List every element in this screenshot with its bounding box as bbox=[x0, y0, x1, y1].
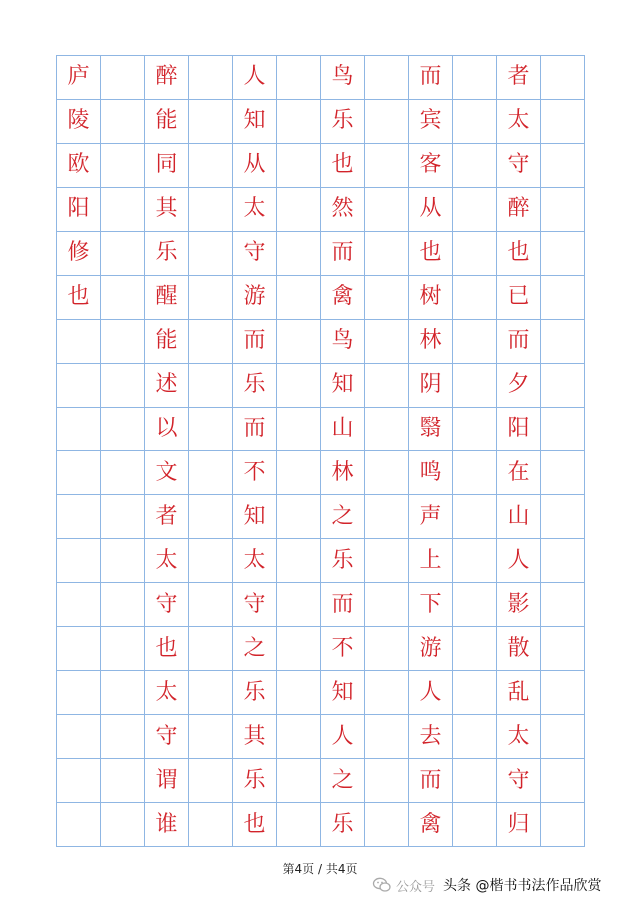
grid-cell bbox=[453, 715, 497, 759]
grid-cell bbox=[277, 451, 321, 495]
grid-cell bbox=[365, 232, 409, 276]
grid-cell: 而 bbox=[409, 759, 453, 803]
grid-cell: 之 bbox=[321, 759, 365, 803]
grid-cell: 客 bbox=[409, 144, 453, 188]
grid-cell bbox=[541, 803, 585, 847]
grid-cell bbox=[189, 408, 233, 452]
grid-cell: 而 bbox=[321, 232, 365, 276]
grid-cell bbox=[189, 803, 233, 847]
grid-cell: 知 bbox=[321, 364, 365, 408]
grid-cell bbox=[541, 56, 585, 100]
grid-cell: 知 bbox=[321, 671, 365, 715]
grid-cell: 乐 bbox=[233, 364, 277, 408]
grid-cell: 能 bbox=[145, 100, 189, 144]
grid-cell: 之 bbox=[321, 495, 365, 539]
grid-cell: 林 bbox=[321, 451, 365, 495]
grid-cell: 在 bbox=[497, 451, 541, 495]
grid-cell bbox=[365, 144, 409, 188]
grid-cell: 而 bbox=[409, 56, 453, 100]
grid-cell: 而 bbox=[321, 583, 365, 627]
grid-cell bbox=[541, 364, 585, 408]
grid-cell bbox=[541, 451, 585, 495]
grid-cell bbox=[453, 188, 497, 232]
grid-cell bbox=[365, 320, 409, 364]
grid-cell: 去 bbox=[409, 715, 453, 759]
grid-cell bbox=[365, 100, 409, 144]
grid-cell bbox=[365, 627, 409, 671]
grid-cell bbox=[101, 583, 145, 627]
grid-cell bbox=[453, 539, 497, 583]
grid-cell bbox=[101, 144, 145, 188]
grid-cell bbox=[365, 715, 409, 759]
grid-cell: 夕 bbox=[497, 364, 541, 408]
grid-cell bbox=[541, 759, 585, 803]
grid-cell: 乐 bbox=[321, 803, 365, 847]
grid-cell: 鸟 bbox=[321, 320, 365, 364]
grid-cell: 阳 bbox=[57, 188, 101, 232]
watermark bbox=[372, 873, 601, 897]
grid-cell bbox=[101, 671, 145, 715]
grid-cell: 散 bbox=[497, 627, 541, 671]
grid-cell bbox=[189, 583, 233, 627]
grid-cell bbox=[101, 451, 145, 495]
grid-cell bbox=[365, 451, 409, 495]
grid-cell: 能 bbox=[145, 320, 189, 364]
grid-cell bbox=[189, 188, 233, 232]
grid-cell bbox=[189, 232, 233, 276]
grid-cell bbox=[57, 583, 101, 627]
grid-cell bbox=[453, 671, 497, 715]
grid-cell: 已 bbox=[497, 276, 541, 320]
grid-cell bbox=[101, 715, 145, 759]
grid-cell: 人 bbox=[321, 715, 365, 759]
grid-cell bbox=[541, 583, 585, 627]
grid-cell bbox=[541, 144, 585, 188]
grid-cell: 然 bbox=[321, 188, 365, 232]
grid-cell: 乐 bbox=[321, 539, 365, 583]
grid-cell bbox=[277, 803, 321, 847]
grid-cell bbox=[189, 627, 233, 671]
grid-cell: 翳 bbox=[409, 408, 453, 452]
grid-cell bbox=[453, 56, 497, 100]
grid-cell: 人 bbox=[233, 56, 277, 100]
grid-cell bbox=[277, 759, 321, 803]
grid-cell bbox=[365, 276, 409, 320]
grid-cell: 游 bbox=[409, 627, 453, 671]
grid-cell bbox=[541, 320, 585, 364]
grid-cell: 醒 bbox=[145, 276, 189, 320]
grid-cell bbox=[453, 232, 497, 276]
grid-cell bbox=[365, 671, 409, 715]
grid-cell bbox=[101, 539, 145, 583]
grid-cell: 山 bbox=[497, 495, 541, 539]
grid-cell: 而 bbox=[497, 320, 541, 364]
character-grid bbox=[56, 55, 585, 847]
grid-cell bbox=[189, 759, 233, 803]
grid-cell bbox=[541, 627, 585, 671]
grid-cell: 也 bbox=[409, 232, 453, 276]
grid-cell: 以 bbox=[145, 408, 189, 452]
grid-cell: 谁 bbox=[145, 803, 189, 847]
grid-cell: 守 bbox=[233, 583, 277, 627]
grid-cell: 守 bbox=[497, 144, 541, 188]
grid-cell bbox=[453, 495, 497, 539]
grid-cell bbox=[277, 408, 321, 452]
grid-cell: 欧 bbox=[57, 144, 101, 188]
grid-cell: 之 bbox=[233, 627, 277, 671]
grid-cell: 也 bbox=[233, 803, 277, 847]
grid-cell bbox=[277, 627, 321, 671]
grid-cell: 谓 bbox=[145, 759, 189, 803]
grid-cell bbox=[453, 364, 497, 408]
grid-cell: 不 bbox=[321, 627, 365, 671]
grid-cell: 归 bbox=[497, 803, 541, 847]
grid-cell bbox=[189, 451, 233, 495]
grid-cell: 者 bbox=[497, 56, 541, 100]
grid-cell bbox=[277, 276, 321, 320]
wechat-icon bbox=[372, 875, 392, 895]
grid-cell bbox=[189, 671, 233, 715]
grid-cell: 知 bbox=[233, 495, 277, 539]
grid-cell bbox=[541, 495, 585, 539]
grid-cell bbox=[189, 364, 233, 408]
grid-cell bbox=[189, 100, 233, 144]
grid-cell: 阳 bbox=[497, 408, 541, 452]
grid-cell: 乐 bbox=[233, 759, 277, 803]
grid-cell: 影 bbox=[497, 583, 541, 627]
grid-cell: 也 bbox=[57, 276, 101, 320]
grid-cell bbox=[101, 408, 145, 452]
grid-cell bbox=[57, 451, 101, 495]
grid-cell bbox=[57, 627, 101, 671]
grid-cell bbox=[277, 583, 321, 627]
grid-cell: 人 bbox=[497, 539, 541, 583]
grid-cell: 太 bbox=[233, 539, 277, 583]
grid-cell bbox=[57, 803, 101, 847]
grid-cell bbox=[57, 715, 101, 759]
grid-cell bbox=[365, 495, 409, 539]
grid-cell bbox=[277, 671, 321, 715]
grid-cell: 陵 bbox=[57, 100, 101, 144]
grid-cell bbox=[57, 495, 101, 539]
grid-cell bbox=[101, 803, 145, 847]
grid-cell bbox=[101, 627, 145, 671]
grid-cell bbox=[453, 408, 497, 452]
grid-cell bbox=[453, 320, 497, 364]
grid-cell bbox=[101, 100, 145, 144]
grid-cell bbox=[365, 539, 409, 583]
grid-cell bbox=[57, 320, 101, 364]
grid-cell: 声 bbox=[409, 495, 453, 539]
grid-cell bbox=[365, 188, 409, 232]
grid-cell bbox=[57, 408, 101, 452]
grid-cell: 知 bbox=[233, 100, 277, 144]
grid-cell bbox=[541, 232, 585, 276]
grid-cell: 也 bbox=[321, 144, 365, 188]
grid-cell bbox=[365, 759, 409, 803]
grid-cell: 守 bbox=[145, 715, 189, 759]
grid-cell bbox=[101, 188, 145, 232]
grid-cell: 太 bbox=[145, 539, 189, 583]
grid-cell: 守 bbox=[233, 232, 277, 276]
grid-cell: 同 bbox=[145, 144, 189, 188]
grid-cell bbox=[189, 320, 233, 364]
grid-cell: 守 bbox=[145, 583, 189, 627]
grid-cell bbox=[277, 144, 321, 188]
grid-cell bbox=[453, 759, 497, 803]
grid-cell bbox=[101, 56, 145, 100]
grid-cell bbox=[277, 495, 321, 539]
grid-cell: 也 bbox=[497, 232, 541, 276]
grid-cell bbox=[57, 539, 101, 583]
grid-cell: 其 bbox=[233, 715, 277, 759]
grid-cell: 宾 bbox=[409, 100, 453, 144]
grid-cell: 述 bbox=[145, 364, 189, 408]
grid-cell bbox=[365, 56, 409, 100]
grid-cell bbox=[453, 276, 497, 320]
page-number: 第4页 / 共4页 bbox=[282, 862, 358, 876]
grid-cell bbox=[365, 803, 409, 847]
grid-cell bbox=[365, 583, 409, 627]
grid-cell bbox=[453, 144, 497, 188]
grid-cell: 鸟 bbox=[321, 56, 365, 100]
grid-cell bbox=[189, 56, 233, 100]
grid-cell: 人 bbox=[409, 671, 453, 715]
grid-cell: 也 bbox=[145, 627, 189, 671]
grid-cell bbox=[101, 276, 145, 320]
grid-cell bbox=[453, 627, 497, 671]
grid-cell: 山 bbox=[321, 408, 365, 452]
grid-cell bbox=[189, 495, 233, 539]
grid-cell bbox=[277, 320, 321, 364]
grid-cell: 上 bbox=[409, 539, 453, 583]
grid-cell: 而 bbox=[233, 320, 277, 364]
grid-cell: 守 bbox=[497, 759, 541, 803]
grid-cell: 太 bbox=[145, 671, 189, 715]
grid-cell: 文 bbox=[145, 451, 189, 495]
grid-cell: 醉 bbox=[145, 56, 189, 100]
grid-cell bbox=[541, 100, 585, 144]
grid-cell bbox=[541, 539, 585, 583]
grid-cell bbox=[277, 364, 321, 408]
grid-cell bbox=[541, 671, 585, 715]
grid-cell bbox=[453, 803, 497, 847]
grid-cell: 树 bbox=[409, 276, 453, 320]
grid-cell: 太 bbox=[497, 100, 541, 144]
grid-cell bbox=[101, 759, 145, 803]
grid-cell bbox=[57, 364, 101, 408]
grid-cell: 阴 bbox=[409, 364, 453, 408]
grid-cell: 不 bbox=[233, 451, 277, 495]
grid-cell bbox=[189, 144, 233, 188]
grid-cell bbox=[541, 276, 585, 320]
grid-cell bbox=[541, 408, 585, 452]
grid-cell: 从 bbox=[409, 188, 453, 232]
grid-cell bbox=[277, 232, 321, 276]
grid-cell bbox=[101, 364, 145, 408]
grid-cell: 太 bbox=[497, 715, 541, 759]
grid-cell bbox=[541, 188, 585, 232]
grid-cell bbox=[189, 539, 233, 583]
grid-cell: 修 bbox=[57, 232, 101, 276]
grid-cell: 醉 bbox=[497, 188, 541, 232]
grid-cell bbox=[277, 188, 321, 232]
grid-cell: 下 bbox=[409, 583, 453, 627]
grid-cell: 从 bbox=[233, 144, 277, 188]
grid-cell: 太 bbox=[233, 188, 277, 232]
grid-cell: 乐 bbox=[321, 100, 365, 144]
grid-cell: 乐 bbox=[233, 671, 277, 715]
grid-cell: 乐 bbox=[145, 232, 189, 276]
grid-cell bbox=[57, 759, 101, 803]
grid-cell bbox=[101, 495, 145, 539]
grid-cell: 庐 bbox=[57, 56, 101, 100]
grid-cell: 者 bbox=[145, 495, 189, 539]
grid-cell bbox=[541, 715, 585, 759]
grid-cell: 而 bbox=[233, 408, 277, 452]
grid-cell bbox=[101, 232, 145, 276]
grid-cell bbox=[453, 583, 497, 627]
grid-cell: 其 bbox=[145, 188, 189, 232]
grid-cell bbox=[101, 320, 145, 364]
grid-cell bbox=[277, 715, 321, 759]
grid-cell bbox=[453, 100, 497, 144]
grid-cell bbox=[453, 451, 497, 495]
grid-cell: 乱 bbox=[497, 671, 541, 715]
grid-cell bbox=[57, 671, 101, 715]
grid-cell: 游 bbox=[233, 276, 277, 320]
grid-cell bbox=[365, 408, 409, 452]
grid-cell bbox=[277, 56, 321, 100]
grid-cell: 林 bbox=[409, 320, 453, 364]
watermark-platform: 公众号 bbox=[396, 879, 436, 895]
grid-cell bbox=[189, 276, 233, 320]
grid-cell bbox=[277, 100, 321, 144]
grid-cell: 禽 bbox=[321, 276, 365, 320]
grid-cell bbox=[277, 539, 321, 583]
grid-cell bbox=[189, 715, 233, 759]
grid-cell: 禽 bbox=[409, 803, 453, 847]
watermark-account: 头条 @楷书书法作品欣赏 bbox=[443, 878, 602, 894]
grid-cell bbox=[365, 364, 409, 408]
grid-cell: 鸣 bbox=[409, 451, 453, 495]
